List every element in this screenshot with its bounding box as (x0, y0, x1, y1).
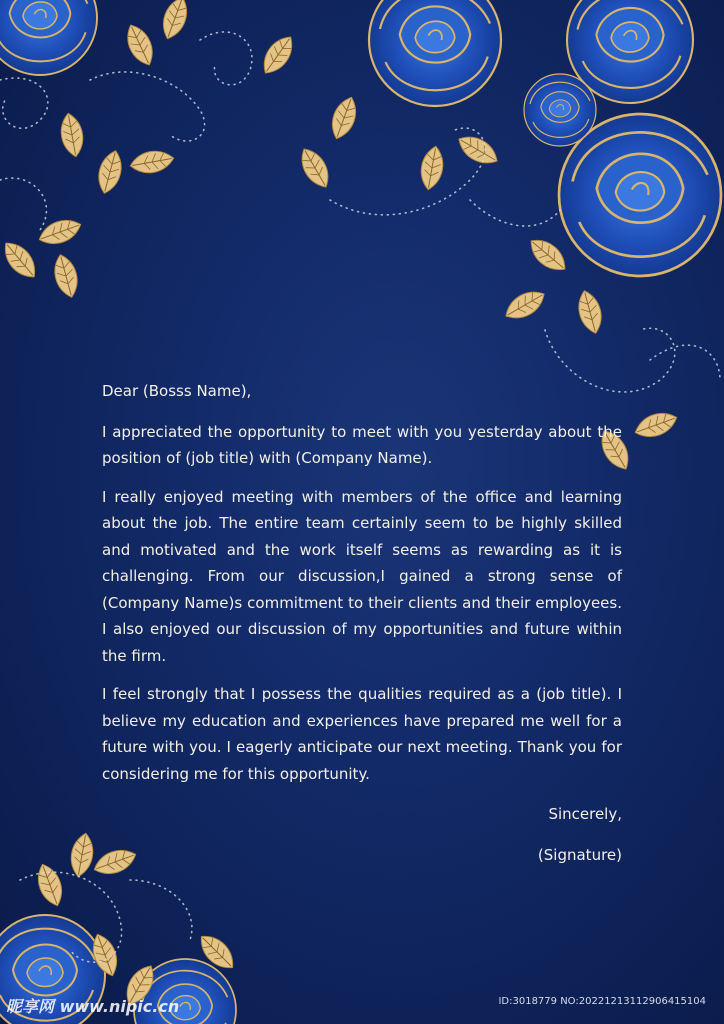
letter-paragraph: I appreciated the opportunity to meet with you yesterday about the position of (job title) with (Company Name). (102, 422, 622, 467)
gold-leaf-icon (524, 233, 571, 277)
gold-leaf-icon (58, 112, 86, 159)
gold-leaf-icon (295, 144, 335, 193)
letter-greeting: Dear (Bosss Name), (102, 382, 252, 400)
gold-leaf-icon (50, 252, 82, 300)
gold-leaf-icon (0, 236, 42, 283)
gold-leaf-icon (574, 288, 606, 336)
gold-leaf-icon (94, 148, 126, 196)
letter-closing: Sincerely, (548, 805, 622, 823)
gold-leaf-icon (454, 130, 503, 170)
watermark-logo: 昵享网 www.nipic.cn (6, 997, 180, 1016)
gold-leaf-icon (129, 148, 176, 176)
gold-leaf-icon (33, 861, 68, 910)
letter-signature: (Signature) (537, 845, 622, 864)
gold-leaf-icon (68, 832, 96, 879)
blue-rose-icon (524, 74, 596, 146)
letter-paragraph: I really enjoyed meeting with members of the office and learning about the job. The entire team certainly seem to be highly skilled and motivated and the work itself seems as rewarding as it is challenging. From our discussion,I gained a strong sense of (Company Name)s commitment to their clients and their employees. I also enjoyed our discussion of my opportunities and future within the firm. (102, 487, 622, 665)
gold-leaf-icon (418, 145, 446, 192)
gold-leaf-icon (257, 31, 299, 79)
letter-body (102, 378, 622, 880)
blue-rose-icon (0, 0, 97, 75)
gold-leaf-icon (327, 94, 362, 143)
gold-leaf-icon (36, 215, 85, 250)
gold-leaf-icon (501, 285, 550, 325)
watermark-id: ID:3018779 NO:20221213112906415104 (498, 996, 706, 1007)
letter-paragraph: I feel strongly that I possess the qualities required as a (job title). I believe my education and experiences have prepared me well for a future with you. I eagerly anticipate our next meeting. Thank you for considering me for this opportunity. (102, 685, 622, 783)
blue-rose-icon (559, 114, 721, 276)
gold-leaf-icon (632, 408, 681, 443)
blue-rose-icon (369, 0, 501, 106)
gold-leaf-icon (121, 21, 159, 70)
gold-leaf-icon (158, 0, 193, 42)
